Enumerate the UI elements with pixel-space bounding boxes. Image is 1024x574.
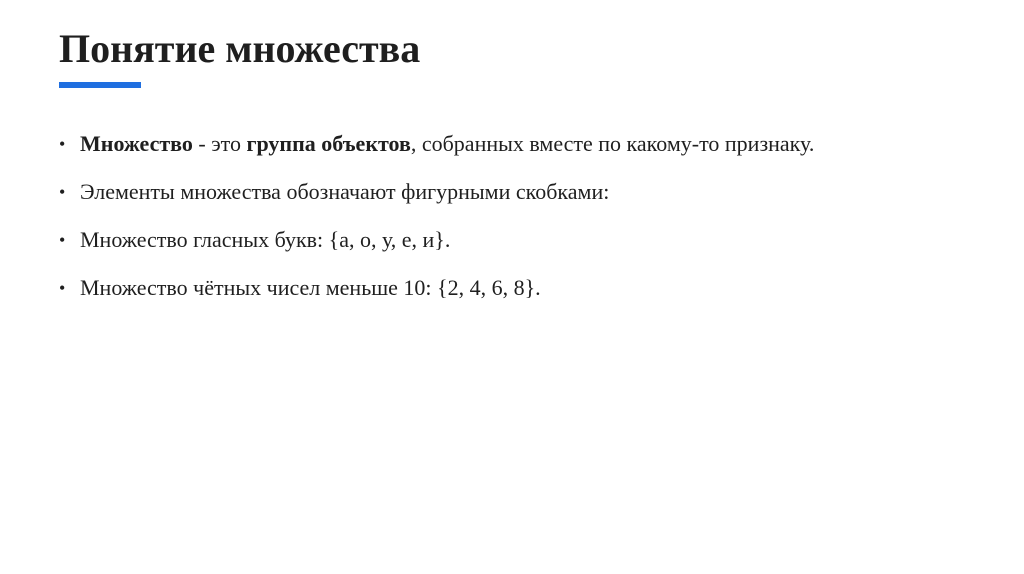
bullet-icon: •	[59, 278, 66, 298]
bullet-icon: •	[59, 230, 66, 250]
bullet-item-notation	[59, 174, 814, 222]
term-object-group: группа объектов	[246, 131, 411, 156]
definition-separator: - это	[192, 131, 247, 156]
term-set: Множество	[80, 131, 193, 156]
definition-rest: , собранных вместе по какому-то признаку.	[410, 131, 815, 156]
bullet-text: Множество гласных букв: {а, о, у, е, и}.	[80, 227, 451, 252]
bullet-text: Элементы множества обозначают фигурными скобками:	[80, 179, 610, 204]
title-underline	[59, 82, 141, 88]
bullet-item-even-numbers-example	[59, 270, 814, 318]
bullet-icon: •	[59, 134, 66, 154]
bullet-list	[59, 126, 814, 318]
bullet-icon: •	[59, 182, 66, 202]
bullet-text: Множество чётных чисел меньше 10: {2, 4, 6, 8}.	[80, 275, 541, 300]
bullet-item-vowels-example	[59, 222, 814, 270]
bullet-item-definition	[59, 126, 814, 174]
slide-title: Понятие множества	[59, 26, 421, 71]
